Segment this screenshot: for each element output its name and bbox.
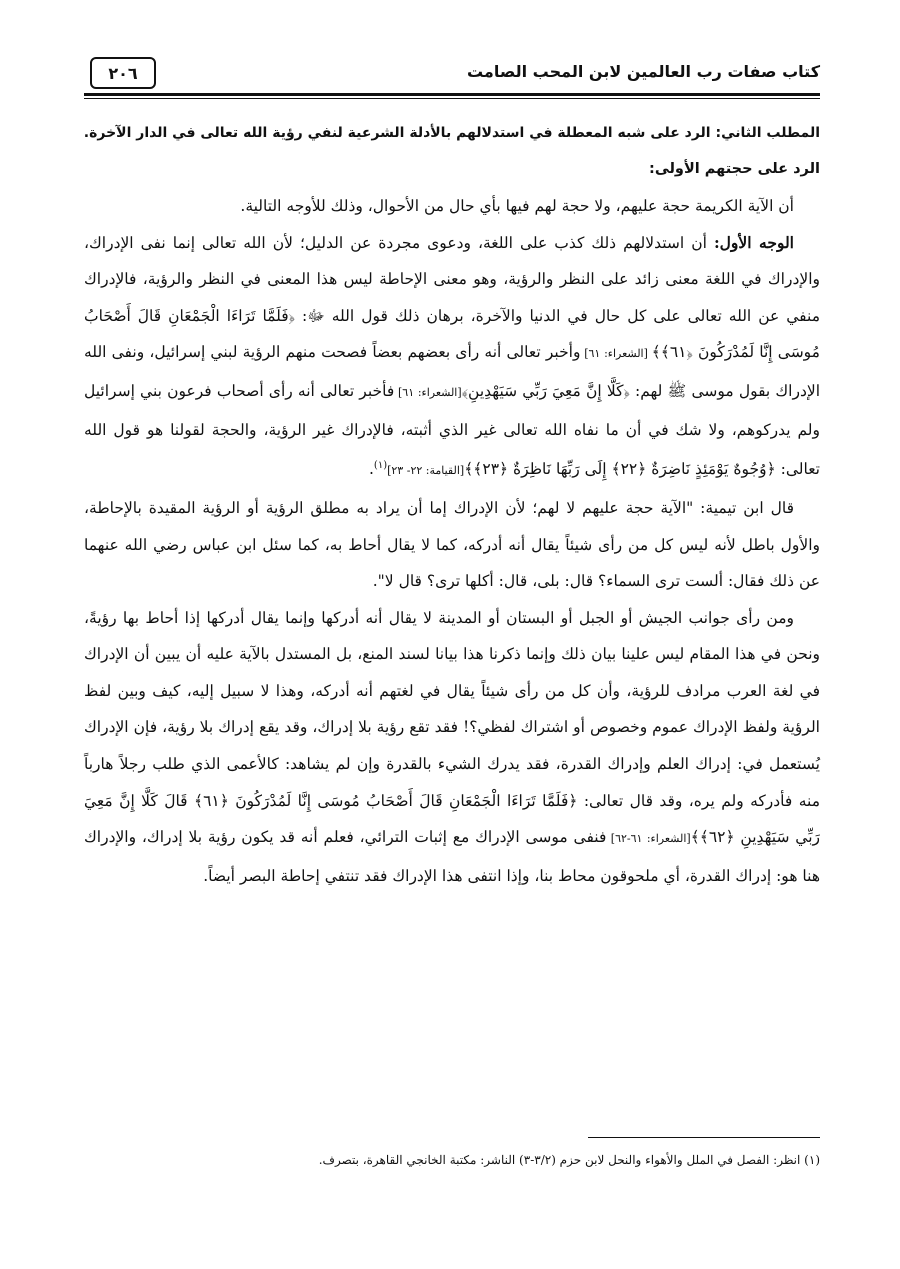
paragraph-2 xyxy=(84,225,820,490)
quran-reference: [القيامة: ٢٢- ٢٣] xyxy=(387,464,465,478)
book-title: كتاب صفات رب العالمين لابن المحب الصامت xyxy=(466,62,820,81)
paragraph-4 xyxy=(84,600,820,895)
footnote: (١) انظر: الفصل في الملل والأهواء والنحل لابن حزم (٣/٢-٣) الناشر: مكتبة الخانجي القاهرة، بتصرف. xyxy=(318,1153,820,1167)
page-number: ٢٠٦ xyxy=(90,57,156,89)
subsection-title: الرد على حجتهم الأولى: xyxy=(649,161,820,177)
quran-reference: [الشعراء: ٦١] xyxy=(580,347,652,361)
section-title: المطلب الثاني: الرد على شبه المعطلة في استدلالهم بالأدلة الشرعية لنفي رؤية الله تعالى في الدار الآخرة. xyxy=(83,125,820,141)
paragraph-1: أن الآية الكريمة حجة عليهم، ولا حجة لهم فيها بأي حال من الأحوال، وذلك للأوجه التالية. xyxy=(240,197,794,215)
footnote-marker: (١) xyxy=(373,460,388,472)
page-header xyxy=(84,52,820,92)
quran-reference: [الشعراء: ٦١-٦٢] xyxy=(606,832,691,846)
header-rule-thin xyxy=(84,98,820,99)
paragraph-2-text-2: وأخبر تعالى أنه رأى بعضهم بعضاً فصحت منهم الرؤية لبني إسرائيل، ونفى الله الإدراك بقول موسى ﷺ لهم: ﴿كَلَّا إِنَّ مَعِيَ رَبِّي سَيَهْدِينِ﴾ xyxy=(84,343,821,400)
paragraph-4-text-2: فنفى موسى الإدراك مع إثبات الترائي، فعلم أنه قد يكون رؤية بلا إدراك، والإدراك هنا هو: إدراك القدرة، أي ملحوقون محاط بنا، وإذا انتفى هذا الإدراك فقد تنتفي إحاطة البصر أيضاً. xyxy=(84,828,820,885)
paragraph-2-lead: الوجه الأول: xyxy=(713,232,794,252)
quran-reference: [الشعراء: ٦١] xyxy=(394,385,462,399)
paragraph-2-text-3: فأخبر تعالى أنه رأى أصحاب فرعون بني إسرائيل ولم يدركوهم، ولا شك في أن ما نفاه الله تعالى غير الذي أثبته، فالإدراك غير الرؤية، والحجة لقولنا هو قول الله تعالى: ﴿وُجُوهٌ يَوْمَئِذٍ نَاضِرَةٌ ﴿٢٢﴾ إِلَى رَبِّهَا نَاظِرَةٌ ﴿٢٣﴾﴾ xyxy=(84,381,820,479)
paragraph-3: قال ابن تيمية: "الآية حجة عليهم لا لهم؛ لأن الإدراك إما أن يراد به مطلق الرؤية أو الرؤية المقيدة بالإحاطة، والأول باطل لأنه ليس كل من رأى شيئاً يقال أنه أدركه، كما لا يقال أحاط به، كما سئل ابن عباس رضي الله عنهما عن ذلك فقال: ألست ترى السماء؟ قال: بلى، قال: أكلها ترى؟ قال لا". xyxy=(84,498,820,591)
main-text xyxy=(84,118,820,894)
footnote-separator xyxy=(588,1137,820,1138)
paragraph-4-text-1: ومن رأى جوانب الجيش أو الجبل أو البستان أو المدينة لا يقال أنه أدركها وإنما يقال أدركها إذا أحاط بها رؤيةً، ونحن في هذا المقام ليس علينا بيان ذلك وإنما ذكرنا هذا بيانا لسند المنع، بل المستدل بالآية عليه أن يبين أن الإدراك في لغة العرب مرادف للرؤية، وأن كل من رأى شيئاً يقال في لغتهم أنه أدركه، وهذا لا سبيل إليه، كيف وبين لفظ الرؤية ولفظ الإدراك عموم وخصوص أو اشتراك لفظي؟! فقد تقع رؤية بلا إدراك، وقد يقع إدراك بلا رؤية، فإن الإدراك يُستعمل في: إدراك العلم وإدراك القدرة، فقد يدرك الشيء بالقدرة وإن لم يشاهد: كالأعمى الذي طلب رجلاً هارباً منه فأدركه ولم يره، وقد قال تعالى: ﴿فَلَمَّا تَرَاءَا الْجَمْعَانِ قَالَ أَصْحَابُ مُوسَى إِنَّا لَمُدْرَكُونَ ﴿٦١﴾ قَالَ كَلَّا إِنَّ مَعِيَ رَبِّي سَيَهْدِينِ ﴿٦٢﴾﴾ xyxy=(84,608,820,847)
paragraph-2-end: . xyxy=(368,460,374,479)
paragraph-2-text-1: أن استدلالهم ذلك كذب على اللغة، ودعوى مجردة عن الدليل؛ لأن الله تعالى إنما نفى الإدراك، والإدراك في اللغة معنى زائد على النظر والرؤية، وهو معنى الإحاطة ليس هذا المعنى في النظر والرؤية، فالإدراك منفي عن الله تعالى على كل حال في الدنيا والآخرة، برهان ذلك قول الله ﷻ: ﴿فَلَمَّا تَرَاءَا الْجَمْعَانِ قَالَ أَصْحَابُ مُوسَى إِنَّا لَمُدْرَكُونَ ﴿٦١﴾﴾ xyxy=(84,233,820,362)
header-rule xyxy=(84,93,820,96)
